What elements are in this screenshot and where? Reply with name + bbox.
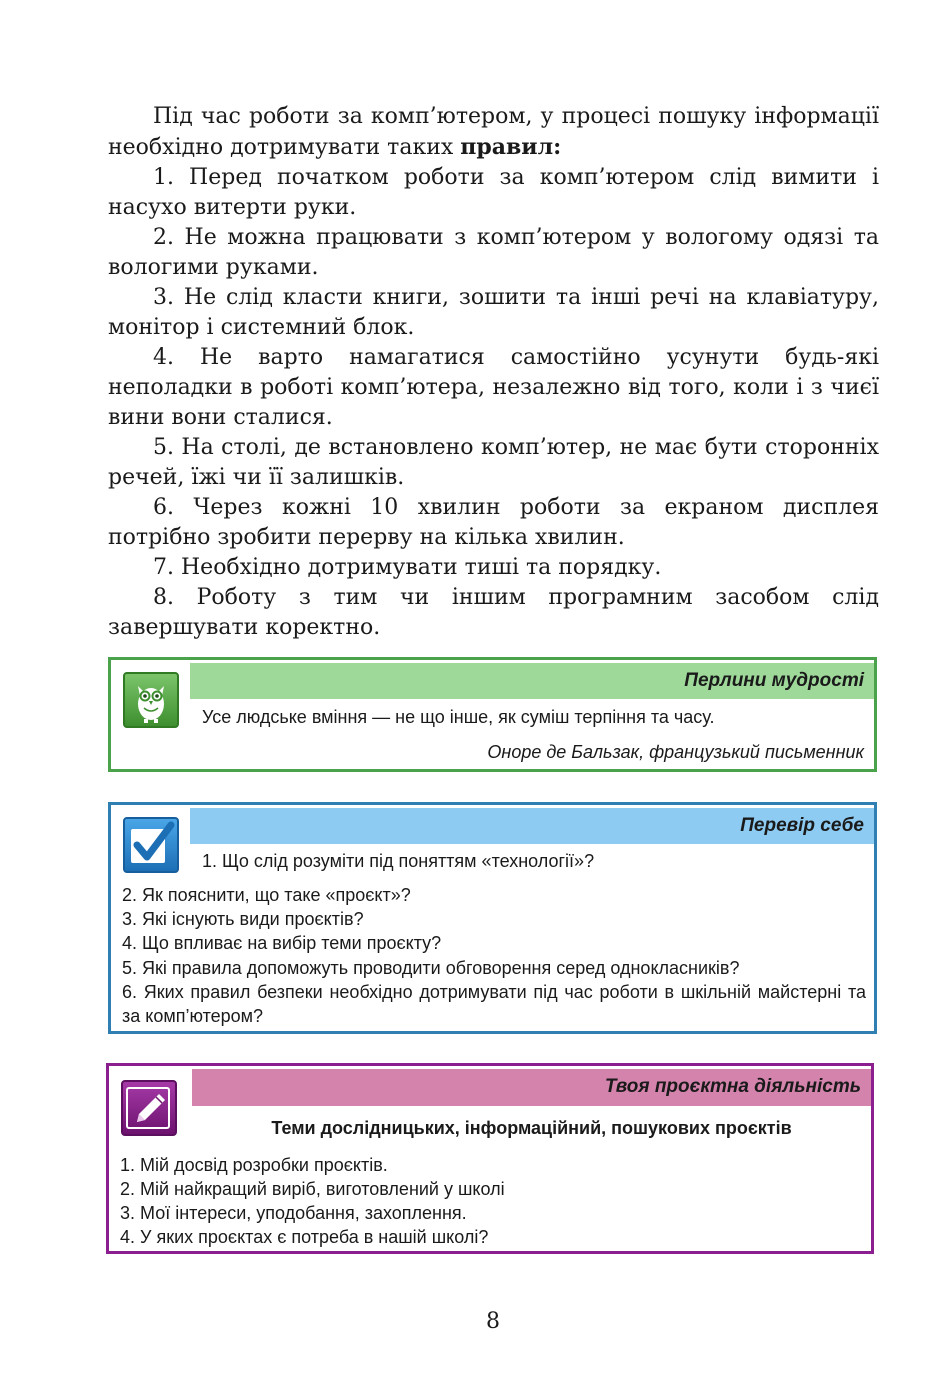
- question-item: 4. Що впливає на вибір теми проєкту?: [122, 933, 442, 954]
- project-list: [120, 1153, 864, 1249]
- rules-bold-word: правил: [460, 134, 554, 160]
- owl-icon: [123, 672, 179, 728]
- rule-item: 8. Роботу з тим чи іншим програмним засобом слід завершувати коректно.: [108, 585, 879, 640]
- project-item: 2. Мій найкращий виріб, виготовлений у школі: [120, 1179, 505, 1199]
- rule-item: 5. На столі, де встановлено комп’ютер, не має бути сторонніх речей, їжі чи її залишків.: [108, 435, 879, 490]
- page-number: 8: [486, 1309, 500, 1334]
- question-item: 2. Як пояснити, що таке «проєкт»?: [122, 885, 411, 905]
- checkmark-icon: [123, 817, 179, 873]
- rule-item: 6. Через кожні 10 хвилин роботи за екраном дисплея потрібно зробити перерву на кілька хвилин.: [108, 495, 879, 550]
- project-activity-box: [106, 1063, 874, 1254]
- pencil-icon: [121, 1080, 177, 1136]
- wisdom-header: Перлини мудрості: [190, 663, 874, 699]
- question-item: 5. Які правила допоможуть проводити обговорення серед однокласників?: [122, 957, 740, 978]
- project-title: Теми дослідницьких, інформаційний, пошукових проєктів: [271, 1118, 792, 1138]
- project-header: Твоя проєктна діяльність: [192, 1069, 871, 1106]
- check-yourself-box: [108, 802, 877, 1034]
- rule-item: 3. Не слід класти книги, зошити та інші речі на клавіатуру, монітор і системний блок.: [108, 285, 879, 340]
- project-item: 1. Мій досвід розробки проєктів.: [120, 1155, 388, 1175]
- wisdom-quote: Усе людське вміння — не що інше, як суміш терпіння та часу.: [202, 707, 715, 727]
- question-item: 3. Які існують види проєктів?: [122, 909, 364, 930]
- question-list: [122, 883, 866, 1028]
- project-item: 4. У яких проєктах є потреба в нашій школі?: [120, 1227, 489, 1247]
- rule-item: 1. Перед початком роботи за комп’ютером слід вимити і насухо витерти руки.: [108, 165, 879, 220]
- question-item: 1. Що слід розуміти під поняттям «технології»?: [202, 851, 595, 871]
- check-header: Перевір себе: [190, 808, 874, 844]
- wisdom-box: [108, 657, 877, 772]
- rule-item: 2. Не можна працювати з комп’ютером у вологому одязі та вологими руками.: [108, 225, 879, 280]
- question-item: 6. Яких правил безпеки необхідно дотримувати під час роботи в шкільній майстерні та за комп’ютером?: [122, 981, 866, 1027]
- rule-item: 7. Необхідно дотримувати тиші та порядку.: [153, 555, 662, 580]
- wisdom-author: Оноре де Бальзак, французький письменник: [487, 742, 864, 762]
- intro-paragraph: Під час роботи за комп’ютером, у процесі пошуку інформації необхідно дотримувати таких правил:: [108, 104, 879, 160]
- main-text: [108, 102, 879, 643]
- rule-item: 4. Не варто намагатися самостійно усунути будь-які неполадки в роботі комп’ютера, незалежно від того, коли і з чиєї вини вони сталися.: [108, 345, 879, 430]
- project-item: 3. Мої інтереси, уподобання, захоплення.: [120, 1203, 467, 1223]
